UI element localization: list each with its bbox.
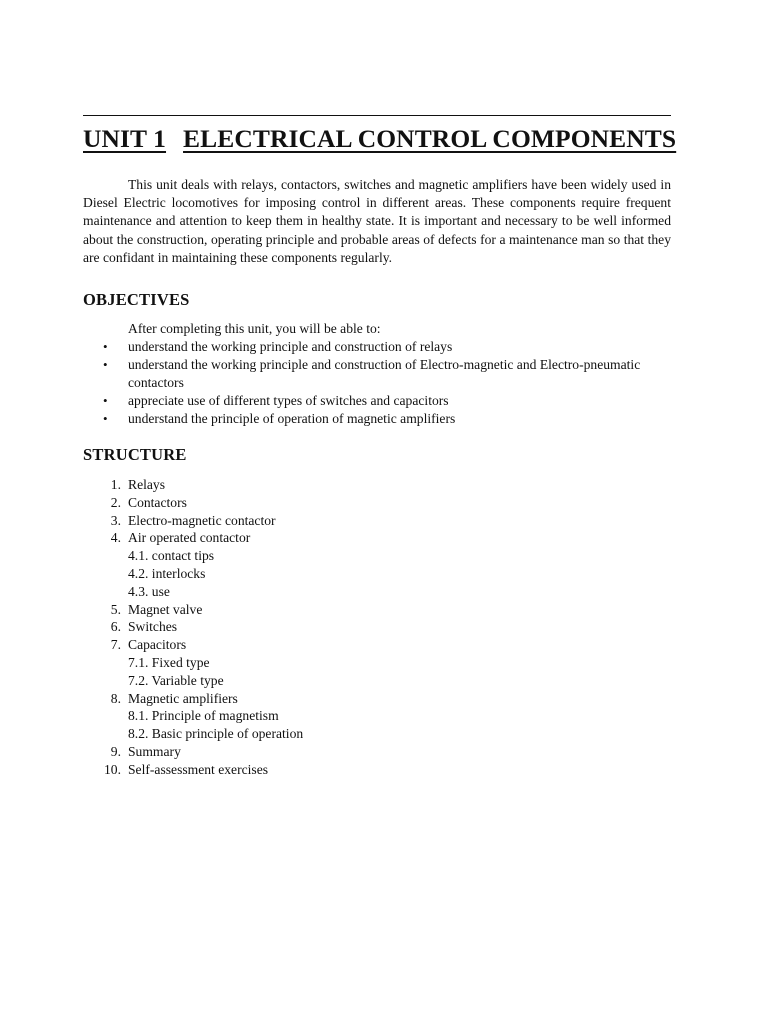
objectives-heading: OBJECTIVES: [83, 290, 190, 310]
objective-text: appreciate use of different types of switches and capacitors: [128, 393, 449, 409]
unit-name: ELECTRICAL CONTROL COMPONENTS: [183, 124, 677, 153]
list-item: [83, 476, 671, 494]
item-number: 3.: [110, 512, 121, 528]
sub-list-item: [83, 583, 671, 601]
item-text: Magnet valve: [128, 601, 203, 617]
item-text: Switches: [128, 619, 178, 635]
list-item: [83, 494, 671, 512]
item-text: Electro-magnetic contactor: [128, 512, 276, 528]
item-text: Contactors: [128, 494, 187, 510]
unit-number: UNIT 1: [83, 124, 167, 153]
bullet-icon: •: [103, 357, 108, 373]
item-text: Magnetic amplifiers: [128, 690, 238, 706]
unit-title: [83, 122, 677, 156]
list-item: [83, 743, 671, 761]
list-item: [83, 392, 671, 410]
item-text: Capacitors: [128, 637, 187, 653]
sub-list-item: [83, 547, 671, 565]
document-page: [83, 115, 677, 779]
sub-list-item: [83, 725, 671, 743]
item-number: 10.: [104, 761, 121, 777]
item-text: 4.1. contact tips: [128, 548, 215, 564]
list-item: [83, 636, 671, 654]
item-number: 1.: [110, 477, 121, 493]
item-text: Summary: [128, 743, 181, 759]
list-item: [83, 618, 671, 636]
intro-paragraph: This unit deals with relays, contactors, switches and magnetic amplifiers have been widely used in Diesel Electric locomotives for imposing control in different areas. These components require frequent maintenance and attention to keep them in healthy state. It is important and necessary to be well informed about the construction, operating principle and probable areas of defects for a maintenance man so that they are confidant in maintaining these components regularly.: [83, 177, 671, 265]
bullet-icon: •: [103, 393, 108, 409]
item-number: 5.: [110, 601, 121, 617]
item-number: 4.: [110, 530, 121, 546]
objective-text: understand the principle of operation of magnetic amplifiers: [128, 411, 456, 427]
objectives-lead: After completing this unit, you will be able to:: [128, 321, 381, 337]
objectives-list: [83, 338, 671, 428]
list-item: [83, 690, 671, 708]
item-text: 8.2. Basic principle of operation: [128, 726, 304, 742]
top-rule: [83, 115, 671, 116]
item-text: 7.1. Fixed type: [128, 654, 210, 670]
structure-heading: STRUCTURE: [83, 445, 187, 465]
item-number: 8.: [110, 690, 121, 706]
sub-list-item: [83, 672, 671, 690]
item-text: 4.2. interlocks: [128, 566, 206, 581]
item-number: 7.: [110, 637, 121, 653]
item-text: Air operated contactor: [128, 530, 251, 546]
item-number: 9.: [110, 743, 121, 759]
list-item: [83, 601, 671, 619]
item-number: 6.: [110, 619, 121, 635]
list-item: [83, 512, 671, 530]
item-text: Self-assessment exercises: [128, 761, 269, 777]
bullet-icon: •: [103, 411, 108, 427]
list-item: [83, 529, 671, 547]
item-text: 4.3. use: [128, 583, 170, 599]
sub-list-item: [83, 707, 671, 725]
bullet-icon: •: [103, 339, 108, 355]
item-text: Relays: [128, 477, 165, 493]
item-text: 8.1. Principle of magnetism: [128, 708, 279, 724]
objective-text: understand the working principle and construction of Electro-magnetic and Electro-pneumatic contactors: [128, 357, 641, 391]
objective-text: understand the working principle and construction of relays: [128, 339, 453, 355]
structure-list: [83, 476, 671, 779]
list-item: [83, 356, 671, 392]
sub-list-item: [83, 654, 671, 672]
list-item: [83, 410, 671, 428]
item-text: 7.2. Variable type: [128, 672, 224, 688]
sub-list-item: [83, 565, 671, 583]
list-item: [83, 338, 671, 356]
item-number: 2.: [110, 494, 121, 510]
list-item: [83, 761, 671, 779]
